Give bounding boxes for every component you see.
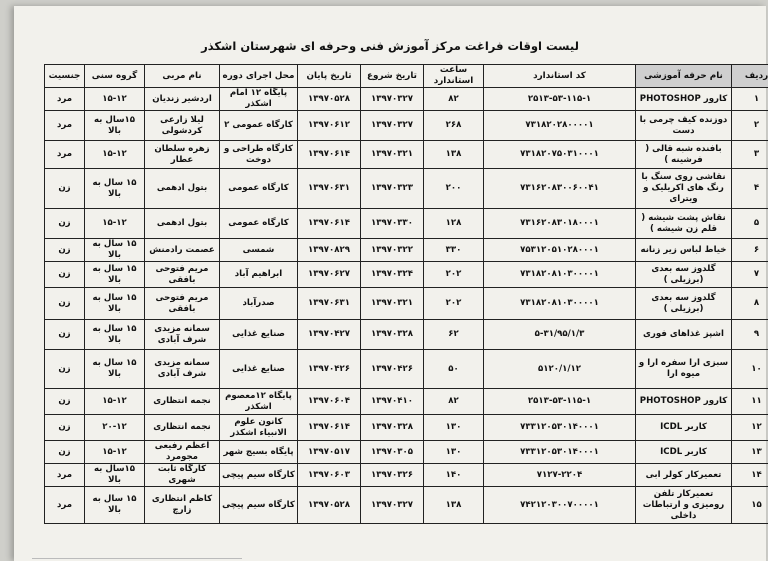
- cell-standard-hours: ۱۳۸: [424, 141, 484, 169]
- cell-standard-code: ۷۳۱۸۲۰۲۸۰۰۰۰۱: [484, 111, 636, 141]
- cell-course-name: کارور PHOTOSHOP: [636, 389, 732, 415]
- cell-age-group: ۱۵ سال به بالا: [85, 487, 145, 524]
- cell-gender: زن: [45, 169, 85, 209]
- table-row: [45, 262, 768, 288]
- cell-age-group: ۱۵-۱۲: [85, 141, 145, 169]
- cell-course-name: دوزنده کیف چرمی با دست: [636, 111, 732, 141]
- table-row: [45, 441, 768, 464]
- table-row: [45, 88, 768, 111]
- cell-gender: زن: [45, 320, 85, 350]
- table-row: [45, 350, 768, 389]
- cell-standard-hours: ۱۳۸: [424, 487, 484, 524]
- cell-start-date: ۱۳۹۷۰۳۲۱: [361, 141, 424, 169]
- cell-venue: کارگاه طراحی و دوخت: [220, 141, 298, 169]
- cell-standard-code: ۵۱۲۰/۱/۱۲: [484, 350, 636, 389]
- header-instructor: نام مربی: [145, 65, 220, 88]
- cell-standard-code: ۷۳۱۶۲۰۸۳۰۱۸۰۰۰۱: [484, 209, 636, 239]
- cell-start-date: ۱۳۹۷۰۳۲۱: [361, 288, 424, 320]
- cell-venue: کارگاه سیم پیچی: [220, 487, 298, 524]
- cell-standard-code: ۷۱۲۷-۲۲۰۴: [484, 464, 636, 487]
- cell-instructor: زهره سلطان عطار: [145, 141, 220, 169]
- cell-start-date: ۱۳۹۷۰۳۲۷: [361, 487, 424, 524]
- page-edge-line: [32, 558, 242, 559]
- cell-standard-hours: ۲۰۲: [424, 288, 484, 320]
- cell-venue: ابراهیم آباد: [220, 262, 298, 288]
- cell-age-group: ۱۵ سال به بالا: [85, 288, 145, 320]
- cell-row-number: ۸: [732, 288, 768, 320]
- cell-age-group: ۱۵-۱۲: [85, 209, 145, 239]
- course-schedule-table: [44, 64, 768, 524]
- cell-standard-hours: ۸۲: [424, 88, 484, 111]
- cell-venue: صنایع غذایی: [220, 350, 298, 389]
- cell-row-number: ۱۴: [732, 464, 768, 487]
- cell-row-number: ۲: [732, 111, 768, 141]
- cell-end-date: ۱۳۹۷۰۶۳۱: [298, 169, 361, 209]
- cell-start-date: ۱۳۹۷۰۳۲۲: [361, 239, 424, 262]
- cell-end-date: ۱۳۹۷۰۵۲۸: [298, 487, 361, 524]
- cell-start-date: ۱۳۹۷۰۴۱۰: [361, 389, 424, 415]
- cell-course-name: اشپز غذاهای فوری: [636, 320, 732, 350]
- cell-instructor: اردشیر زندیان: [145, 88, 220, 111]
- header-age-group: گروه سنی: [85, 65, 145, 88]
- cell-start-date: ۱۳۹۷۰۳۲۸: [361, 320, 424, 350]
- cell-standard-hours: ۶۲: [424, 320, 484, 350]
- cell-standard-hours: ۵۰: [424, 350, 484, 389]
- cell-end-date: ۱۳۹۷۰۸۲۹: [298, 239, 361, 262]
- cell-instructor: مریم فتوحی بافقی: [145, 262, 220, 288]
- cell-venue: صنایع غذایی: [220, 320, 298, 350]
- cell-gender: زن: [45, 415, 85, 441]
- cell-gender: زن: [45, 288, 85, 320]
- cell-age-group: ۱۵ سال به بالا: [85, 350, 145, 389]
- cell-age-group: ۱۵-۱۲: [85, 88, 145, 111]
- header-end-date: تاریخ پایان: [298, 65, 361, 88]
- cell-standard-code: ۵-۳۱/۹۵/۱/۳: [484, 320, 636, 350]
- table-row: [45, 169, 768, 209]
- cell-row-number: ۳: [732, 141, 768, 169]
- cell-gender: زن: [45, 209, 85, 239]
- cell-end-date: ۱۳۹۷۰۶۰۳: [298, 464, 361, 487]
- cell-instructor: سمانه مزیدی شرف آبادی: [145, 320, 220, 350]
- cell-course-name: کاربر ICDL: [636, 415, 732, 441]
- cell-row-number: ۱۳: [732, 441, 768, 464]
- cell-course-name: سبزی ارا سفره ارا و میوه ارا: [636, 350, 732, 389]
- cell-venue: کارگاه عمومی: [220, 209, 298, 239]
- cell-gender: مرد: [45, 111, 85, 141]
- table-row: [45, 320, 768, 350]
- table-row: [45, 464, 768, 487]
- table-row: [45, 239, 768, 262]
- cell-venue: کانون علوم الانبیاء اشکذر: [220, 415, 298, 441]
- table-row: [45, 111, 768, 141]
- cell-row-number: ۱۲: [732, 415, 768, 441]
- cell-instructor: بتول ادهمی: [145, 169, 220, 209]
- cell-course-name: تعمیرکار کولر ابی: [636, 464, 732, 487]
- cell-age-group: ۱۵ سال به بالا: [85, 239, 145, 262]
- cell-gender: مرد: [45, 141, 85, 169]
- cell-age-group: ۱۵ سال به بالا: [85, 320, 145, 350]
- cell-course-name: تعمیرکار تلفن رومیزی و ارتباطات داخلی: [636, 487, 732, 524]
- cell-start-date: ۱۳۹۷۰۴۲۶: [361, 350, 424, 389]
- cell-row-number: ۱۰: [732, 350, 768, 389]
- cell-standard-hours: ۱۴۰: [424, 464, 484, 487]
- cell-venue: شمسی: [220, 239, 298, 262]
- cell-course-name: بافنده شبه قالی ( فرشینه ): [636, 141, 732, 169]
- cell-row-number: ۴: [732, 169, 768, 209]
- cell-standard-code: ۲۵۱۳-۵۳-۱۱۵-۱: [484, 88, 636, 111]
- cell-standard-hours: ۲۰۲: [424, 262, 484, 288]
- cell-standard-code: ۷۳۳۱۲۰۵۳۰۱۴۰۰۰۱: [484, 441, 636, 464]
- cell-instructor: کاظم انتظاری زارچ: [145, 487, 220, 524]
- cell-age-group: ۱۵-۱۲: [85, 441, 145, 464]
- cell-start-date: ۱۳۹۷۰۳۰۵: [361, 441, 424, 464]
- header-gender: جنسیت: [45, 65, 85, 88]
- cell-standard-code: ۷۳۱۸۲۰۸۱۰۳۰۰۰۰۱: [484, 288, 636, 320]
- cell-course-name: گلدوز سه بعدی (برزیلی ): [636, 262, 732, 288]
- cell-standard-code: ۷۳۱۸۲۰۷۵۰۳۱۰۰۰۱: [484, 141, 636, 169]
- table-row: [45, 487, 768, 524]
- cell-age-group: ۱۵ سال به بالا: [85, 262, 145, 288]
- cell-venue: پایگاه ۱۲معصوم اشکذر: [220, 389, 298, 415]
- table-header-row: [45, 65, 768, 88]
- cell-standard-hours: ۱۳۰: [424, 441, 484, 464]
- cell-instructor: لیلا زارعی کردشولی: [145, 111, 220, 141]
- cell-age-group: ۱۵-۱۲: [85, 389, 145, 415]
- header-standard-code: کد استاندارد: [484, 65, 636, 88]
- cell-standard-hours: ۸۲: [424, 389, 484, 415]
- cell-end-date: ۱۳۹۷۰۶۱۴: [298, 141, 361, 169]
- document-page: [14, 6, 766, 561]
- cell-standard-hours: ۲۰۰: [424, 169, 484, 209]
- cell-row-number: ۱۵: [732, 487, 768, 524]
- cell-venue: کارگاه عمومی ۲: [220, 111, 298, 141]
- cell-course-name: نقاش پشت شیشه ( قلم زن شیشه ): [636, 209, 732, 239]
- cell-instructor: عصمت رادمنش: [145, 239, 220, 262]
- cell-end-date: ۱۳۹۷۰۶۰۴: [298, 389, 361, 415]
- cell-end-date: ۱۳۹۷۰۵۲۸: [298, 88, 361, 111]
- cell-gender: زن: [45, 262, 85, 288]
- cell-standard-code: ۷۵۳۱۲۰۵۱۰۲۸۰۰۰۱: [484, 239, 636, 262]
- cell-instructor: نجمه انتظاری: [145, 389, 220, 415]
- header-standard-hours: ساعت استاندارد: [424, 65, 484, 88]
- cell-standard-code: ۷۴۲۱۲۰۳۰۰۷۰۰۰۰۱: [484, 487, 636, 524]
- cell-venue: پایگاه بسیج شهر: [220, 441, 298, 464]
- cell-course-name: خیاط لباس زیر زنانه: [636, 239, 732, 262]
- table-row: [45, 389, 768, 415]
- header-venue: محل اجرای دوره: [220, 65, 298, 88]
- cell-gender: زن: [45, 441, 85, 464]
- cell-instructor: اعظم رفیعی مجومرد: [145, 441, 220, 464]
- table-row: [45, 288, 768, 320]
- cell-row-number: ۶: [732, 239, 768, 262]
- cell-age-group: ۱۵سال به بالا: [85, 111, 145, 141]
- cell-gender: مرد: [45, 88, 85, 111]
- cell-gender: زن: [45, 389, 85, 415]
- cell-standard-hours: ۲۶۸: [424, 111, 484, 141]
- cell-end-date: ۱۳۹۷۰۶۱۴: [298, 415, 361, 441]
- cell-row-number: ۷: [732, 262, 768, 288]
- table-row: [45, 415, 768, 441]
- cell-instructor: مریم فتوحی بافقی: [145, 288, 220, 320]
- cell-venue: کارگاه عمومی: [220, 169, 298, 209]
- cell-start-date: ۱۳۹۷۰۳۳۰: [361, 209, 424, 239]
- cell-gender: زن: [45, 239, 85, 262]
- cell-start-date: ۱۳۹۷۰۳۲۶: [361, 464, 424, 487]
- cell-gender: مرد: [45, 464, 85, 487]
- cell-row-number: ۱: [732, 88, 768, 111]
- cell-age-group: ۱۵ سال به بالا: [85, 169, 145, 209]
- cell-standard-code: ۷۳۱۶۲۰۸۳۰۰۶۰۰۴۱: [484, 169, 636, 209]
- header-course-name: نام حرفه آموزشی: [636, 65, 732, 88]
- cell-row-number: ۹: [732, 320, 768, 350]
- cell-end-date: ۱۳۹۷۰۶۳۱: [298, 288, 361, 320]
- cell-venue: صدرآباد: [220, 288, 298, 320]
- cell-age-group: ۱۵سال به بالا: [85, 464, 145, 487]
- cell-venue: کارگاه سیم پیچی: [220, 464, 298, 487]
- cell-instructor: کارگاه ثابت شهری: [145, 464, 220, 487]
- cell-row-number: ۵: [732, 209, 768, 239]
- cell-start-date: ۱۳۹۷۰۳۲۷: [361, 111, 424, 141]
- cell-course-name: گلدوز سه بعدی (برزیلی ): [636, 288, 732, 320]
- cell-start-date: ۱۳۹۷۰۳۲۴: [361, 262, 424, 288]
- cell-start-date: ۱۳۹۷۰۳۲۳: [361, 169, 424, 209]
- cell-end-date: ۱۳۹۷۰۴۲۶: [298, 350, 361, 389]
- cell-end-date: ۱۳۹۷۰۵۱۷: [298, 441, 361, 464]
- cell-start-date: ۱۳۹۷۰۳۲۷: [361, 88, 424, 111]
- cell-end-date: ۱۳۹۷۰۶۲۷: [298, 262, 361, 288]
- cell-course-name: کارور PHOTOSHOP: [636, 88, 732, 111]
- cell-instructor: بتول ادهمی: [145, 209, 220, 239]
- header-row-number: ردیف: [732, 65, 768, 88]
- table-row: [45, 141, 768, 169]
- cell-course-name: کاربر ICDL: [636, 441, 732, 464]
- cell-instructor: نجمه انتظاری: [145, 415, 220, 441]
- cell-end-date: ۱۳۹۷۰۶۱۲: [298, 111, 361, 141]
- cell-standard-hours: ۳۳۰: [424, 239, 484, 262]
- cell-course-name: نقاشی روی سنگ با رنگ های اکریلیک و ویترای: [636, 169, 732, 209]
- cell-end-date: ۱۳۹۷۰۴۲۷: [298, 320, 361, 350]
- header-start-date: تاریخ شروع: [361, 65, 424, 88]
- cell-row-number: ۱۱: [732, 389, 768, 415]
- cell-gender: زن: [45, 350, 85, 389]
- cell-standard-code: ۷۳۳۱۲۰۵۳۰۱۴۰۰۰۱: [484, 415, 636, 441]
- cell-standard-hours: ۱۳۰: [424, 415, 484, 441]
- cell-standard-code: ۷۳۱۸۲۰۸۱۰۳۰۰۰۰۱: [484, 262, 636, 288]
- cell-start-date: ۱۳۹۷۰۳۲۸: [361, 415, 424, 441]
- cell-standard-hours: ۱۲۸: [424, 209, 484, 239]
- cell-age-group: ۲۰-۱۲: [85, 415, 145, 441]
- cell-venue: پایگاه ۱۲ امام اشکذر: [220, 88, 298, 111]
- cell-gender: مرد: [45, 487, 85, 524]
- document-title: لیست اوقات فراغت مرکز آموزش فنی وحرفه ای شهرستان اشکذر: [201, 39, 579, 53]
- cell-end-date: ۱۳۹۷۰۶۱۴: [298, 209, 361, 239]
- table-row: [45, 209, 768, 239]
- cell-standard-code: ۲۵۱۳-۵۳-۱۱۵-۱: [484, 389, 636, 415]
- cell-instructor: سمانه مزیدی شرف آبادی: [145, 350, 220, 389]
